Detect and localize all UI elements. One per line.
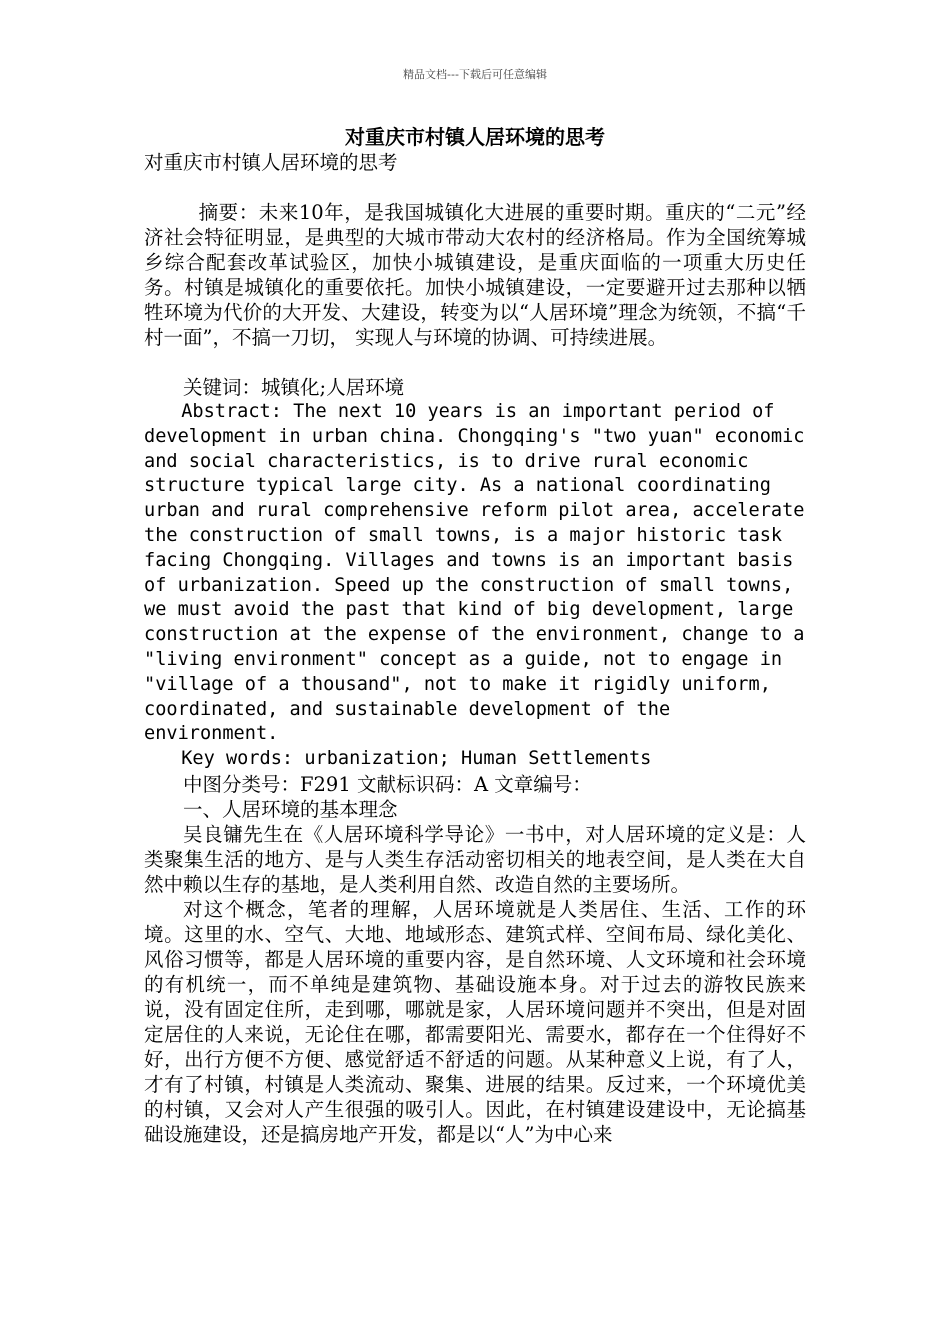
abstract-cn: 摘要：未来10年，是我国城镇化大进展的重要时期。重庆的“二元”经济社会特征明显，是典型的大城市带动大农村的经济格局。作为全国统筹城乡综合配套改革试验区，加快小城镇建设，是重庆面临的一项重大历史任务。村镇是城镇化的重要依托。加快小城镇建设，一定要避开过去那种以牺牲环境为代价的大开发、大建设，转变为以“人居环境”理念为统领，不搞“千村一面”，不搞一刀切， 实现人与环境的协调、可持续进展。	[144, 201, 806, 349]
spacer	[144, 175, 806, 200]
paragraph-1: 吴良镛先生在《人居环境科学导论》一书中，对人居环境的定义是：人类聚集生活的地方、是与人类生存活动密切相关的地表空间，是人类在大自然中赖以生存的基地，是人类利用自然、改造自然的主要场所。	[144, 822, 806, 896]
paragraph-2: 对这个概念，笔者的理解，人居环境就是人类居住、生活、工作的环境。这里的水、空气、大地、地域形态、建筑式样、空间布局、绿化美化、风俗习惯等，都是人居环境的重要内容，是自然环境、人文环境和社会环境的有机统一，而不单纯是建筑物、基础设施本身。对于过去的游牧民族来说，没有固定住所，走到哪，哪就是家，人居环境问题并不突出，但是对固定居住的人来说，无论住在哪，都需要阳光、需要水，都存在一个住得好不好，出行方便不方便、感觉舒适不舒适的问题。从某种意义上说，有了人，才有了村镇，村镇是人类流动、聚集、进展的结果。反过来，一个环境优美的村镇，又会对人产生很强的吸引人。因此，在村镇建设建设中，无论搞基础设施建设，还是搞房地产开发，都是以“人”为中心来	[144, 897, 806, 1146]
spacer	[144, 350, 806, 375]
abstract-en: Abstract: The next 10 years is an important period of development in urban china. Chongqing's "two yuan" economic and social characteristics, is to drive rural economic structure typical large city. As a national coordinating urban and rural comprehensive reform pilot area, accelerate the construction of small towns, is a major historic task facing Chongqing. Villages and towns is an important basis of urbanization. Speed up the construction of small towns, we must avoid the past that kind of big development, large construction at the expense of the environment, change to a "living environment" concept as a guide, not to engage in "village of a thousand", not to make it rigidly uniform, coordinated, and sustainable development of the environment.	[144, 401, 805, 745]
header-note: 精品文档---下载后可任意编辑	[403, 68, 547, 81]
document-body	[144, 150, 806, 1147]
document-title: 对重庆市村镇人居环境的思考	[345, 125, 605, 149]
keywords-cn: 关键词：城镇化;人居环境	[183, 376, 405, 399]
subtitle: 对重庆市村镇人居环境的思考	[144, 151, 398, 174]
keywords-en: Key words: urbanization; Human Settlements	[181, 748, 652, 770]
classification: 中图分类号：F291 文献标识码：A 文章编号：	[183, 772, 592, 796]
section1-heading: 一、人居环境的基本理念	[183, 797, 398, 821]
